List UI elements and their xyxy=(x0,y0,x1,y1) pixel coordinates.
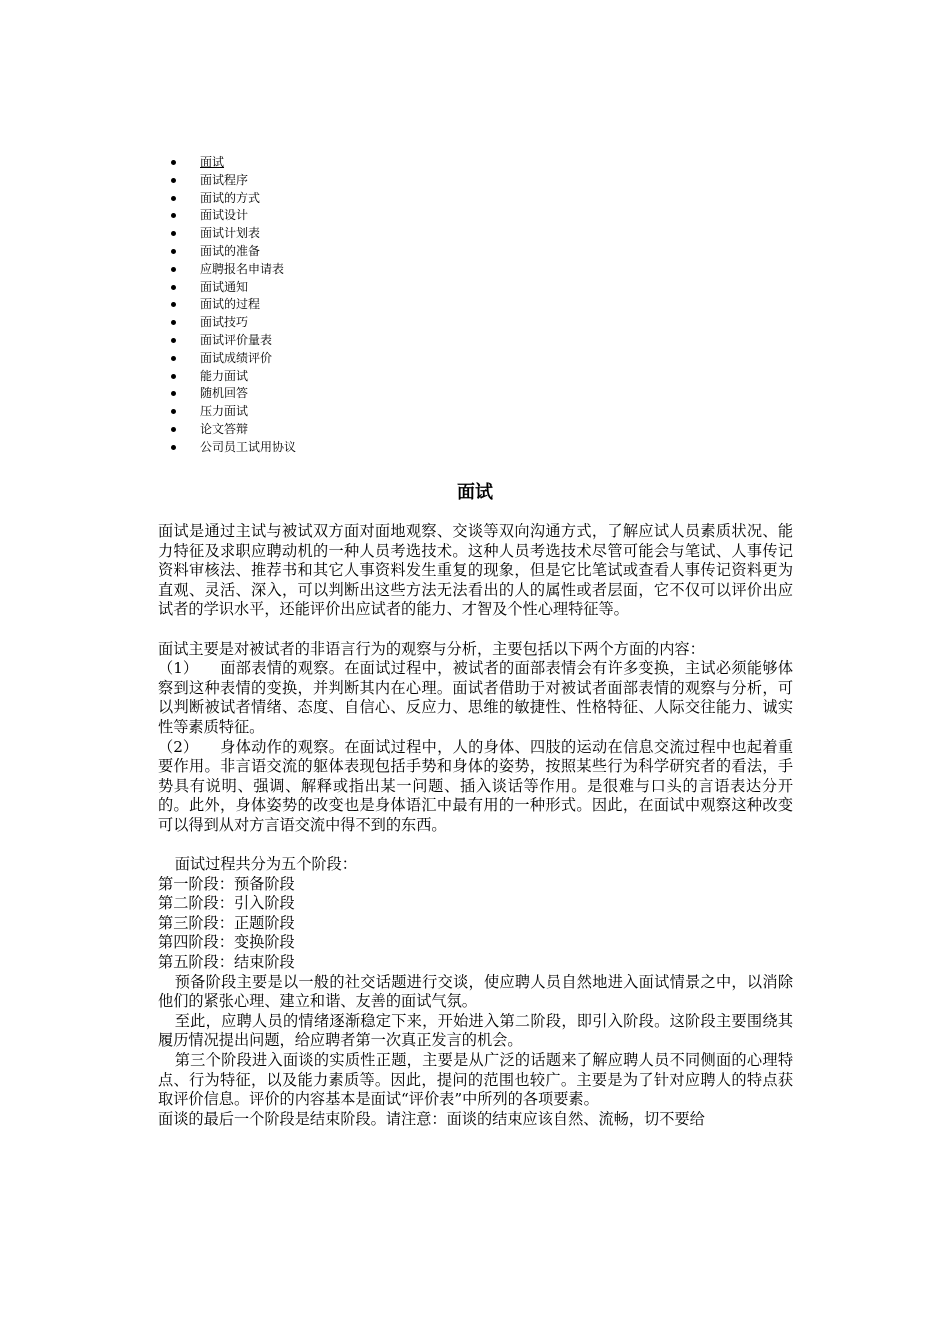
bullet-icon xyxy=(171,160,176,165)
toc-item xyxy=(200,314,296,332)
bullet-icon xyxy=(171,409,176,414)
toc-item-label: 面试设计 xyxy=(200,208,249,223)
toc-item xyxy=(200,261,296,279)
bullet-icon xyxy=(171,302,176,307)
toc-link[interactable]: 面试 xyxy=(200,155,225,169)
stage-description-1: 预备阶段主要是以一般的社交话题进行交谈，使应聘人员自然地进入面试情景之中，以消除他们的紧张心理、建立和谐、友善的面试气氛。 xyxy=(158,972,793,1011)
bullet-icon xyxy=(171,178,176,183)
toc-item xyxy=(200,403,296,421)
toc-item xyxy=(200,243,296,261)
point-2-number: （2） xyxy=(158,737,199,756)
point-1-text: 面部表情的观察。在面试过程中，被试者的面部表情会有许多变换，主试必须能够体察到这种表情的变换，并判断其内在心理。面试者借助于对被试者面部表情的观察与分析，可以判断被试者情绪、态度、自信心、反应力、思维的敏捷性、性格特征、人际交往能力、诚实性等素质特征。 xyxy=(158,659,793,736)
toc-item-label: 面试的方式 xyxy=(200,190,261,205)
bullet-icon xyxy=(171,338,176,343)
toc-item-label: 面试的过程 xyxy=(200,297,261,312)
point-2-text: 身体动作的观察。在面试过程中，人的身体、四肢的运动在信息交流过程中也起着重要作用。非言语交流的躯体表现包括手势和身体的姿势，按照某些行为科学研究者的看法，手势具有说明、强调、解释或指出某一问题、插入谈话等作用。是很难与口头的言语表达分开的。此外，身体姿势的改变也是身体语汇中最有用的一种形式。因此，在面试中观察这种改变可以得到从对方言语交流中得不到的东西。 xyxy=(158,737,793,834)
toc-item xyxy=(200,439,296,457)
paragraph-spacer xyxy=(158,620,793,640)
toc-item xyxy=(200,190,296,208)
toc-item-label: 面试技巧 xyxy=(200,315,249,330)
bullet-icon xyxy=(171,267,176,272)
bullet-icon xyxy=(171,445,176,450)
toc-item-label: 面试通知 xyxy=(200,279,249,294)
bullet-icon xyxy=(171,231,176,236)
toc-item xyxy=(200,368,296,386)
toc-item xyxy=(200,225,296,243)
bullet-icon xyxy=(171,285,176,290)
point-1 xyxy=(158,659,793,737)
toc-item-label: 应聘报名申请表 xyxy=(200,261,285,276)
toc-item xyxy=(200,207,296,225)
toc-item-label: 面试程序 xyxy=(200,172,249,187)
toc-item xyxy=(200,421,296,439)
point-1-number: （1） xyxy=(158,659,199,678)
toc-item-label: 随机回答 xyxy=(200,386,249,401)
stage-description-3: 第三个阶段进入面谈的实质性正题，主要是从广泛的话题来了解应聘人员不同侧面的心理特点、行为特征，以及能力素质等。因此，提问的范围也较广。主要是为了针对应聘人的特点获取评价信息。评价的内容基本是面试“评价表”中所列的各项要素。 xyxy=(158,1051,793,1109)
bullet-icon xyxy=(171,391,176,396)
toc-item xyxy=(200,332,296,350)
stage-description-2: 至此，应聘人员的情绪逐渐稳定下来，开始进入第二阶段，即引入阶段。这阶段主要围绕其履历情况提出问题，给应聘者第一次真正发言的机会。 xyxy=(158,1011,793,1050)
article-body xyxy=(158,522,793,1129)
bullet-icon xyxy=(171,374,176,379)
bullet-icon xyxy=(171,196,176,201)
stage-item: 第三阶段：正题阶段 xyxy=(158,913,295,932)
toc-item xyxy=(200,296,296,314)
toc-item-label: 能力面试 xyxy=(200,368,249,383)
stage-item: 第四阶段：变换阶段 xyxy=(158,933,295,952)
toc-item-label: 压力面试 xyxy=(200,404,249,419)
toc-item xyxy=(200,350,296,368)
page-title: 面试 xyxy=(457,482,493,503)
toc-item-label: 面试成绩评价 xyxy=(200,350,273,365)
bullet-icon xyxy=(171,356,176,361)
intro-paragraph: 面试是通过主试与被试双方面对面地观察、交谈等双向沟通方式，了解应试人员素质状况、能力特征及求职应聘动机的一种人员考选技术。这种人员考选技术尽管可能会与笔试、人事传记资料审核法、推荐书和其它人事资料发生重复的现象，但是它比笔试或查看人事传记资料更为直观、灵活、深入，可以判断出这些方法无法看出的人的属性或者层面，它不仅可以评价出应试者的学识水平，还能评价出应试者的能力、才智及个性心理特征等。 xyxy=(158,522,793,619)
toc-item-label: 论文答辩 xyxy=(200,421,249,436)
nonverbal-intro: 面试主要是对被试者的非语言行为的观察与分析，主要包括以下两个方面的内容： xyxy=(158,639,705,658)
stages-intro: 面试过程共分为五个阶段： xyxy=(174,855,357,874)
toc-item xyxy=(200,279,296,297)
toc-item xyxy=(200,385,296,403)
bullet-icon xyxy=(171,249,176,254)
bullet-icon xyxy=(171,427,176,432)
stage-item: 第一阶段：预备阶段 xyxy=(158,874,295,893)
toc-item-label: 面试计划表 xyxy=(200,226,261,241)
toc-item-label: 面试的准备 xyxy=(200,243,261,258)
bullet-icon xyxy=(171,320,176,325)
toc-item-label: 面试评价量表 xyxy=(200,332,273,347)
toc-item[interactable] xyxy=(200,154,296,172)
toc-item xyxy=(200,172,296,190)
paragraph-spacer xyxy=(158,836,793,856)
point-2 xyxy=(158,738,793,836)
table-of-contents xyxy=(200,154,296,457)
stage-item: 第二阶段：引入阶段 xyxy=(158,894,295,913)
stage-description-4: 面谈的最后一个阶段是结束阶段。请注意：面谈的结束应该自然、流畅，切不要给 xyxy=(158,1109,705,1128)
toc-item-label: 公司员工试用协议 xyxy=(200,439,297,454)
stage-item: 第五阶段：结束阶段 xyxy=(158,953,295,972)
bullet-icon xyxy=(171,213,176,218)
